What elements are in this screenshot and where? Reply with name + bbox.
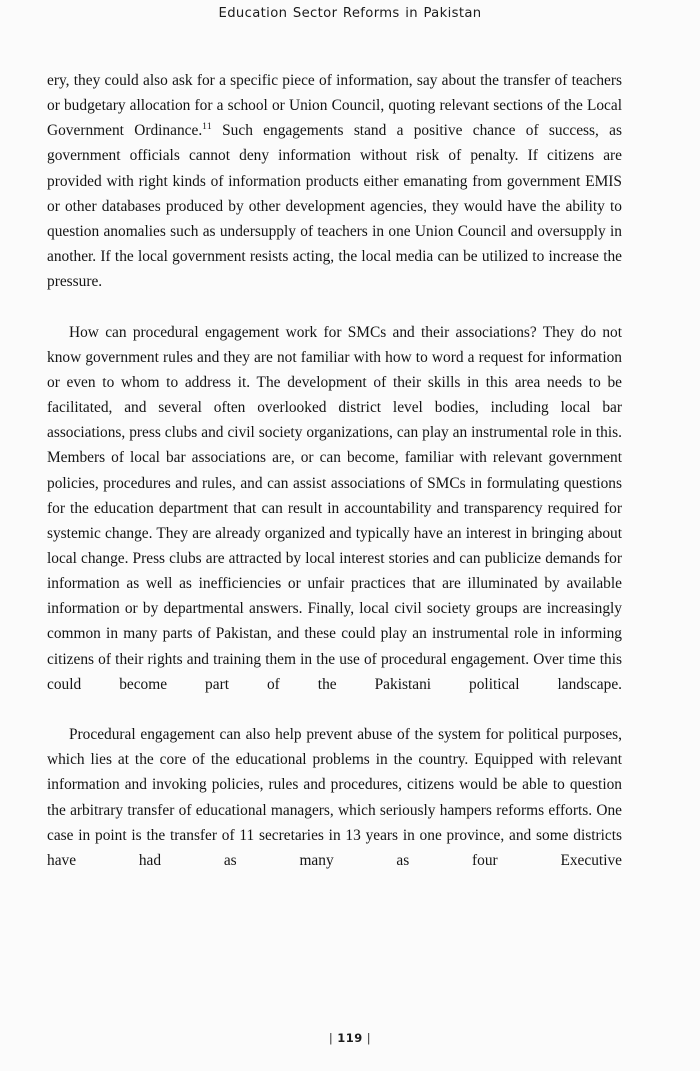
folio-right-rule: | bbox=[366, 1031, 372, 1045]
footnote-reference-11[interactable]: 11 bbox=[202, 121, 212, 133]
paragraph-1 bbox=[47, 68, 622, 320]
body-text-column bbox=[47, 68, 622, 898]
page-number: 119 bbox=[337, 1031, 363, 1045]
folio-left-rule: | bbox=[328, 1031, 334, 1045]
paragraph-1-text-before-footnote: ery, they could also ask for a specific piece of information, say about the transfer of teachers or budgetary allocation for a school or Union Council, quoting relevant sections of the Local Government Ordinance. bbox=[47, 72, 622, 140]
paragraph-1-text-after-footnote: Such engagements stand a positive chance of success, as government officials cannot deny information without risk of penalty. If citizens are provided with right kinds of information products either emanating from government EMIS or other databases produced by other development agencies, they would have the ability to question anomalies such as undersupply of teachers in one Union Council and oversupply in another. If the local government resists acting, the local media can be utilized to increase the pressure. bbox=[47, 122, 622, 291]
paragraph-3: Procedural engagement can also help prevent abuse of the system for political purposes, which lies at the core of the educational problems in the country. Equipped with relevant information and invoking policies, rules and procedures, citizens would be able to question the arbitrary transfer of educational managers, which seriously hampers reforms efforts. One case in point is the transfer of 11 secretaries in 13 years in one province, and some districts have had as many as four Executive bbox=[47, 726, 622, 869]
paragraph-2: How can procedural engagement work for SMCs and their associations? They do not know government rules and they are not familiar with how to word a request for information or even to whom to address it. The development of their skills in this area needs to be facilitated, and several often overlooked district level bodies, including local bar associations, press clubs and civil society organizations, can play an instrumental role in this. Members of local bar associations are, or can become, familiar with relevant government policies, procedures and rules, and can assist associations of SMCs in formulating questions for the education department that can result in accountability and transparency required for systemic change. They are already organized and typically have an interest in bringing about local change. Press clubs are attracted by local interest stories and can publicize demands for information as well as inefficiencies or unfair practices that are illuminated by available information or by departmental answers. Finally, local civil society groups are increasingly common in many parts of Pakistan, and these could play an instrumental role in informing citizens of their rights and training them in the use of procedural engagement. Over time this could become part of the Pakistani political landscape. bbox=[47, 323, 622, 693]
page-folio bbox=[0, 1031, 700, 1045]
running-head: Education Sector Reforms in Pakistan bbox=[218, 6, 482, 21]
